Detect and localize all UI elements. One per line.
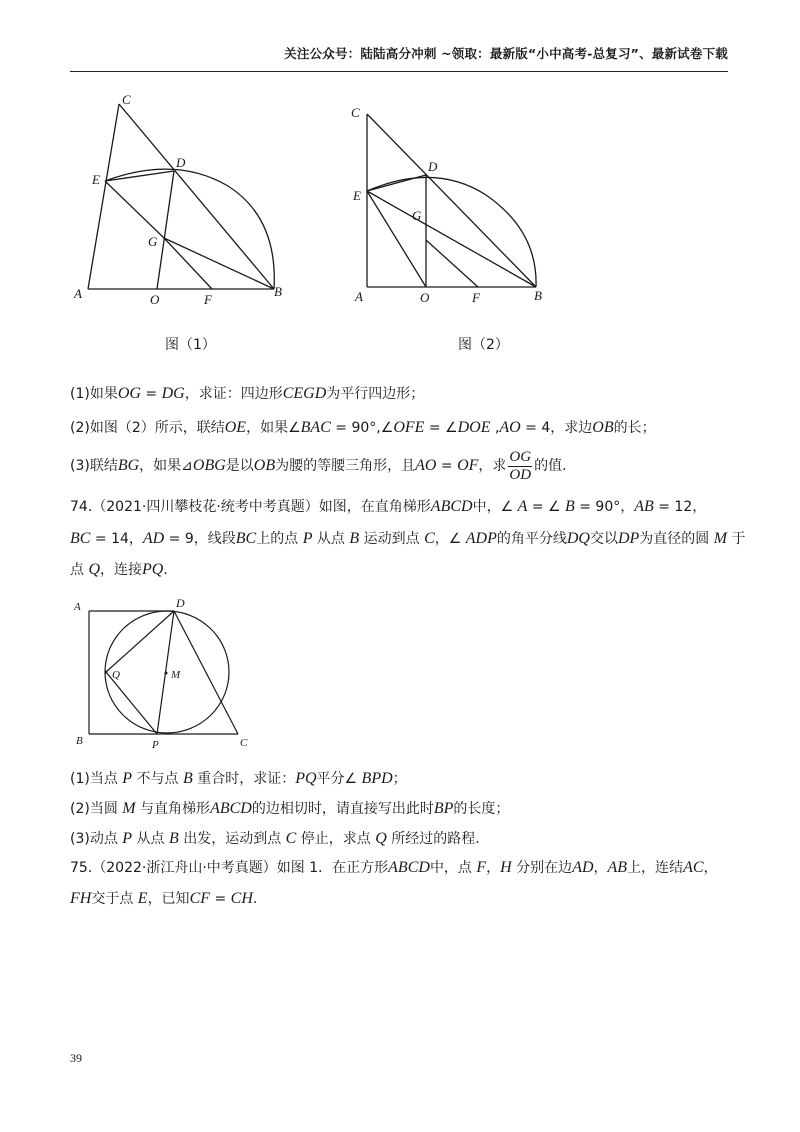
label-d: D: [176, 596, 185, 610]
label-c: C: [240, 737, 248, 749]
figure-1: [70, 88, 300, 313]
label-e: E: [92, 172, 100, 187]
label-q: Q: [112, 669, 120, 681]
segment-od: [157, 171, 174, 289]
label-d: D: [176, 155, 186, 170]
label-b: B: [76, 735, 83, 747]
segment-cb: [119, 104, 274, 289]
label-a: A: [355, 289, 363, 304]
page-header: 关注公众号：陆陆高分冲刺 ~领取：最新版“小中高考-总复习”、最新试卷下载: [284, 46, 728, 61]
fraction-og-od: $\frac{OG}{OD}$: [509, 448, 532, 483]
center-m-dot: [165, 672, 168, 675]
label-a: A: [74, 601, 81, 613]
segment-ac: [88, 104, 119, 289]
segment-gf: [164, 238, 212, 289]
q74-line-3: 点 Q，连接PQ.: [70, 561, 168, 578]
label-f: F: [472, 290, 480, 305]
label-e: E: [353, 188, 361, 203]
q74-line-1: 74.（2021·四川攀枝花·统考中考真题）如图，在直角梯形ABCD中，∠ A = ∠ B = 90°，AB = 12，: [70, 498, 707, 515]
label-g: G: [412, 208, 422, 223]
q74-sub-2: (2)当圆 M 与直角梯形ABCD的边相切时，请直接写出此时BP的长度；: [70, 800, 510, 817]
label-m: M: [171, 669, 181, 681]
arc-ed-b: [105, 169, 274, 289]
q73-part-3: (3)联结BG，如果⊿OBG是以OB为腰的等腰三角形，且AO = OF，求 $\frac{OG}{OD}$ 的值.: [70, 448, 567, 483]
segment-eg: [105, 181, 164, 238]
segment-gb: [164, 238, 274, 289]
label-b: B: [534, 288, 542, 303]
label-o: O: [420, 290, 430, 305]
figure-2: [345, 98, 555, 313]
label-c: C: [351, 105, 360, 120]
q73-part-1: (1)如果OG = DG，求证：四边形CEGD为平行四边形；: [70, 385, 425, 402]
label-o: O: [150, 292, 160, 307]
segment-gf: [426, 240, 478, 287]
segment-dq: [106, 611, 174, 672]
figure-q74: [70, 592, 260, 752]
q74-sub-3: (3)动点 P 从点 B 出发，运动到点 C 停止，求点 Q 所经过的路程.: [70, 830, 480, 847]
figure-2-caption: 图（2）: [458, 337, 509, 353]
label-a: A: [74, 286, 82, 301]
q74-sub-1: (1)当点 P 不与点 B 重合时，求证：PQ平分∠ BPD；: [70, 770, 407, 787]
figure-1-caption: 图（1）: [165, 337, 216, 353]
segment-eo: [367, 191, 426, 287]
q75-line-2: FH交于点 E，已知CF = CH.: [70, 890, 258, 907]
header-rule: [70, 71, 728, 72]
segment-eb: [367, 191, 536, 287]
segment-ed: [367, 175, 426, 191]
label-f: F: [204, 292, 212, 307]
page-number: 39: [70, 1051, 82, 1065]
q75-line-1: 75.（2022·浙江舟山·中考真题）如图 1．在正方形ABCD中，点 F，H 分别在边AD，AB上，连结AC，: [70, 859, 718, 876]
segment-cb: [367, 114, 536, 287]
q74-line-2: BC = 14，AD = 9，线段BC上的点 P 从点 B 运动到点 C，∠ ADP的角平分线DQ交以DP为直径的圆 M 于: [70, 530, 746, 547]
label-p: P: [152, 739, 159, 751]
segment-ed: [105, 171, 174, 181]
label-g: G: [148, 234, 158, 249]
label-d: D: [428, 159, 438, 174]
q73-part-2: (2)如图（2）所示，联结OE，如果∠BAC = 90°,∠OFE = ∠DOE ,AO = 4，求边OB的长；: [70, 419, 656, 436]
label-b: B: [274, 284, 282, 299]
point-q-dot: [105, 671, 108, 674]
label-c: C: [122, 92, 131, 107]
